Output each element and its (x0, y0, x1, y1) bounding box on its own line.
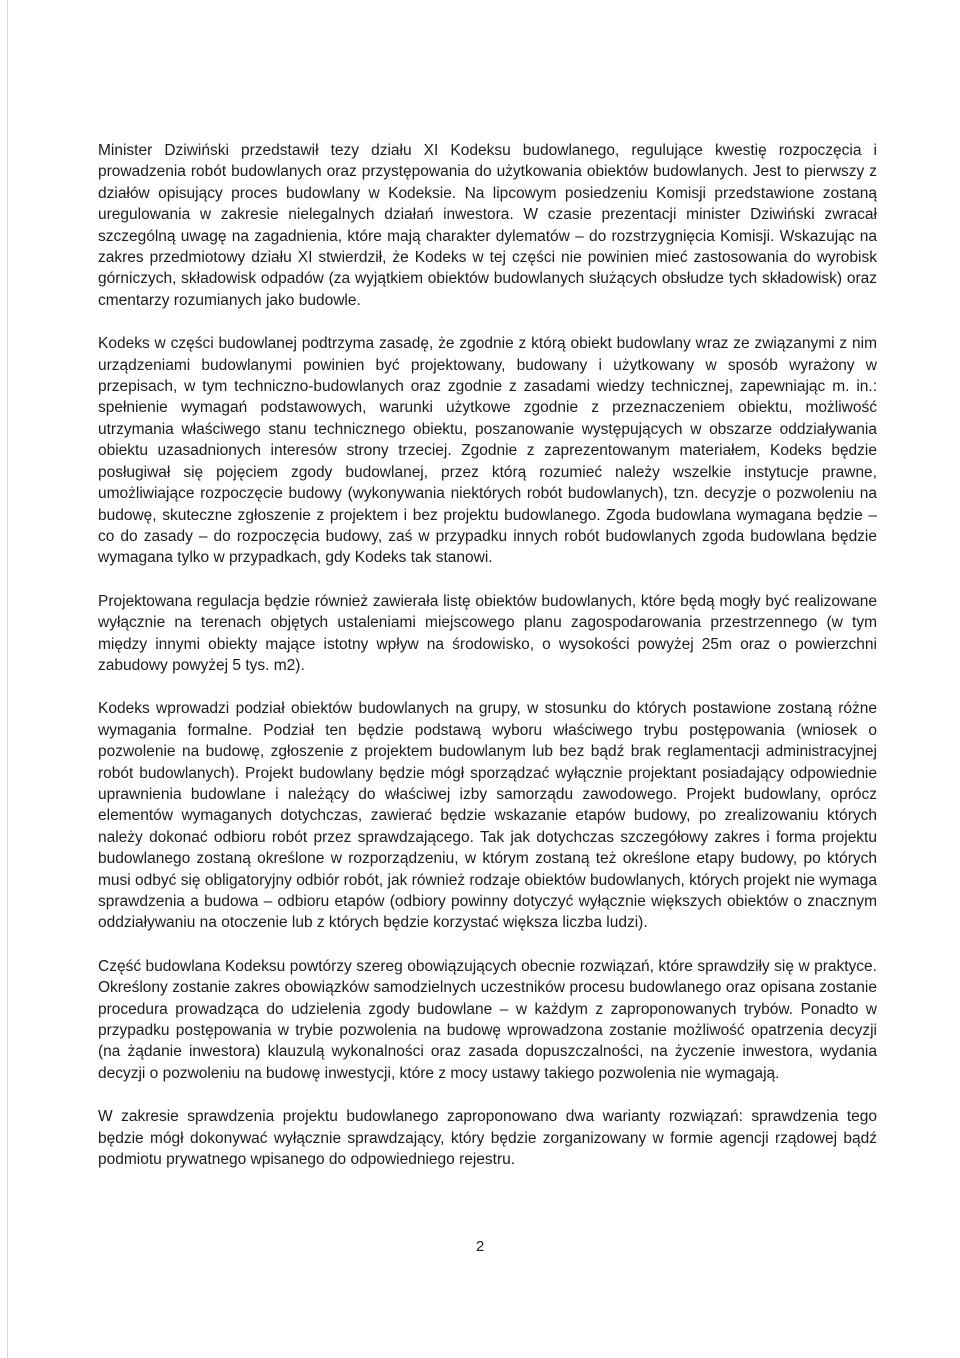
paragraph-3: Projektowana regulacja będzie również zawierała listę obiektów budowlanych, które będą mogły być realizowane wyłącznie na terenach objętych ustaleniami miejscowego planu zagospodarowania przestrzennego (w tym między innymi obiekty mające istotny wpływ na środowisko, o wysokości powyżej 25m oraz o powierzchni zabudowy powyżej 5 tys. m2). (98, 592, 877, 674)
paragraph-2: Kodeks w części budowlanej podtrzyma zasadę, że zgodnie z którą obiekt budowlany wraz ze związanymi z nim urządzeniami budowlanymi powinien być projektowany, budowany i użytkowany w sposób wyrażony w przepisach, w tym techniczno-budowlanych oraz zgodnie z zasadami wiedzy technicznej, zapewniając m. in.: spełnienie wymagań podstawowych, warunki użytkowe zgodnie z przeznaczeniem obiektu, możliwość utrzymania właściwego stanu technicznego obiektu, poszanowanie występujących w obszarze oddziaływania obiektu uzasadnionych interesów strony trzeciej. Zgodnie z zaprezentowanym materiałem, Kodeks będzie posługiwał się pojęciem zgody budowlanej, przez którą rozumieć należy wszelkie instytucje prawne, umożliwiające rozpoczęcie budowy (wykonywania niektórych robót budowlanych), tzn. decyzje o pozwoleniu na budowę, skuteczne zgłoszenie z projektem i bez projektu budowlanego. Zgoda budowlana wymagana będzie – co do zasady – do rozpoczęcia budowy, zaś w przypadku innych robót budowlanych zgoda budowlana będzie wymagana tylko w przypadkach, gdy Kodeks tak stanowi. (98, 335, 877, 567)
paragraph-5: Część budowlana Kodeksu powtórzy szereg obowiązujących obecnie rozwiązań, które sprawdziły się w praktyce. Określony zostanie zakres obowiązków samodzielnych uczestników procesu budowlanego oraz opisana zostanie procedura prowadząca do udzielenia zgody budowlane – w każdym z zaproponowanych trybów. Ponadto w przypadku postępowania w trybie pozwolenia na budowę wprowadzona zostanie możliwość opatrzenia decyzji (na żądanie inwestora) klauzulą wykonalności oraz zasada dopuszczalności, na życzenie inwestora, wydania decyzji o pozwoleniu na budowę inwestycji, które z mocy ustawy takiego pozwolenia nie wymagają. (98, 957, 877, 1082)
paragraph-6: W zakresie sprawdzenia projektu budowlanego zaproponowano dwa warianty rozwiązań: sprawdzenia tego będzie mógł dokonywać wyłącznie sprawdzający, który będzie zorganizowany w formie agencji rządowej bądź podmiotu prywatnego wpisanego do odpowiedniego rejestru. (98, 1108, 877, 1169)
page-number: 2 (475, 1238, 485, 1255)
paragraph-1: Minister Dziwiński przedstawił tezy działu XI Kodeksu budowlanego, regulujące kwestię rozpoczęcia i prowadzenia robót budowlanych oraz przystępowania do użytkowania obiektów budowlanych. Jest to pierwszy z działów opisujący proces budowlany w Kodeksie. Na lipcowym posiedzeniu Komisji przedstawione zostaną uregulowania w zakresie nielegalnych działań inwestora. W czasie prezentacji minister Dziwiński zwracał szczególną uwagę na zagadnienia, które mają charakter dylematów – do rozstrzygnięcia Komisji. Wskazując na zakres przedmiotowy działu XI stwierdził, że Kodeks w tej części nie powinien mieć zastosowania do wyrobisk górniczych, składowisk odpadów (za wyjątkiem obiektów budowlanych służących obsłudze tych składowisk) oraz cmentarzy rozumianych jako budowle. (98, 142, 877, 309)
paragraph-4: Kodeks wprowadzi podział obiektów budowlanych na grupy, w stosunku do których postawione zostaną różne wymagania formalne. Podział ten będzie podstawą wyboru właściwego trybu postępowania (wniosek o pozwolenie na budowę, zgłoszenie z projektem budowlanym lub bez bądź brak reglamentacji administracyjnej robót budowlanych). Projekt budowlany będzie mógł sporządzać wyłącznie projektant posiadający odpowiednie uprawnienia budowlane i należący do właściwej izby samorządu zawodowego. Projekt budowlany, oprócz elementów wymaganych dotychczas, zawierać będzie wskazanie etapów budowy, po zrealizowaniu których należy dokonać odbioru robót przez sprawdzającego. Tak jak dotychczas szczegółowy zakres i forma projektu budowlanego zostaną określone w rozporządzeniu, w którym zostaną też określone etapy budowy, po których musi odbyć się obligatoryjny odbiór robót, jak również rodzaje obiektów budowlanych, których projekt nie wymaga sprawdzenia a budowa – odbioru etapów (odbiory powinny dotyczyć wyłącznie większych obiektów o znacznym oddziaływaniu na otoczenie lub z których będzie korzystać większa liczba ludzi). (98, 700, 877, 932)
document-body (98, 140, 877, 1192)
scan-edge-line (7, 0, 8, 1358)
